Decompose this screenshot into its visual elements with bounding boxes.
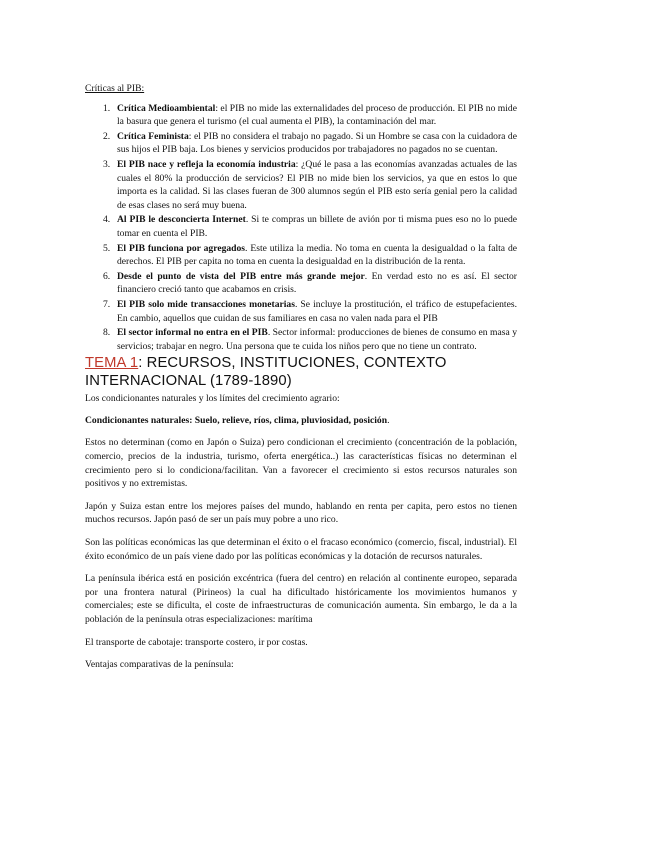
tema-subtitle: Los condicionantes naturales y los límites del crecimiento agrario: bbox=[85, 393, 340, 405]
criticas-heading: Críticas al PIB: bbox=[85, 83, 145, 94]
item-text: : el PIB no mide las externalidades del proceso de producción. El PIB no mide la basura que genera el turismo (el cual aumenta el PIB), la contaminación del mar. bbox=[117, 102, 517, 128]
criticas-list bbox=[85, 102, 517, 354]
paragraph: El transporte de cabotaje: transporte costero, ir por costas. bbox=[85, 636, 308, 648]
item-bold: Desde el punto de vista del PIB entre más grande mejor bbox=[117, 270, 365, 282]
list-item: 1. Crítica Medioambiental: el PIB no mide las externalidades del proceso de producción. El PIB no mide la basura que genera el turismo (el cual aumenta el PIB), la contaminación del mar. bbox=[103, 102, 517, 128]
list-item: 7. El PIB solo mide transacciones monetarias. Se incluye la prostitución, el tráfico de estupefacientes. En cambio, aquellos que cuidan de sus familiares en casa no valen nada para el PIB bbox=[103, 298, 517, 324]
item-text: . Sector informal: producciones de bienes de consumo en masa y servicios; trabajar en negro. Una persona que te cuida los niños pero que no tiene un contrato. bbox=[117, 327, 517, 352]
document-page bbox=[85, 82, 517, 681]
paragraph: Estos no determinan (como en Japón o Suiza) pero condicionan el crecimiento (concentración de la población, comercio, precios de la industria, turismo, oferta energética..) las características físicas no determinan el crecimiento pero si lo condiciona/facilitan. Van a favorecer el crecimiento si estos recursos naturales son positivos y no extremistas. bbox=[85, 437, 517, 490]
item-bold: El PIB funciona por agregados bbox=[117, 242, 246, 254]
list-item: 3. El PIB nace y refleja la economía industria: ¿Qué le pasa a las economías avanzadas actuales de las cuales el 80% la producción de servicios? El PIB no mide bien los servicios, ya que en estos lo que importa es la calidad. Si las clases fueran de 300 alumnos según el PIB esto sería genial pero la calidad de esas clases no será muy buena. bbox=[103, 158, 517, 211]
item-bold: El sector informal no entra en el PIB bbox=[117, 327, 268, 339]
item-text: . Este utiliza la media. No toma en cuenta la desigualdad o la falta de derechos. El PIB per capita no toma en cuenta la desigualdad en la distribución de la renta. bbox=[117, 242, 518, 268]
item-text: . Se incluye la prostitución, el tráfico de estupefacientes. En cambio, aquellos que cuidan de sus familiares en casa no valen nada para el PIB bbox=[117, 298, 517, 324]
item-bold: El PIB solo mide transacciones monetarias bbox=[117, 298, 295, 310]
tema-link[interactable]: TEMA 1 bbox=[85, 355, 139, 372]
item-bold: El PIB nace y refleja la economía industria bbox=[117, 158, 296, 170]
list-item: 8. El sector informal no entra en el PIB. Sector informal: producciones de bienes de consumo en masa y servicios; trabajar en negro. Una persona que te cuida los niños pero que no tiene un contrato. bbox=[103, 327, 517, 352]
condicionantes-label: Condicionantes naturales bbox=[85, 414, 190, 426]
condicionantes-line: Condicionantes naturales: Suelo, relieve, ríos, clima, pluviosidad, posición. bbox=[85, 414, 390, 426]
paragraph: La península ibérica está en posición excéntrica (fuera del centro) en relación al continente europeo, separada por una frontera natural (Pirineos) la cual ha dificultado históricamente los movimientos humanos y comerciales; este se dificulta, el coste de infraestructuras de comunicación aumenta. Sin embargo, le da a la población de la península otras especializaciones: marítima bbox=[85, 573, 517, 625]
paragraph: Japón y Suiza estan entre los mejores países del mundo, hablando en renta per capita, pero estos no tienen muchos recursos. Japón pasó de ser un país muy pobre a uno rico. bbox=[85, 500, 517, 526]
item-text: : el PIB no considera el trabajo no pagado. Si un Hombre se casa con la cuidadora de sus hijos el PIB baja. Los bienes y servicios producidos por trabajadores no pagados no se cuentan. bbox=[117, 130, 517, 156]
tema-title bbox=[85, 354, 517, 390]
list-item: 6. Desde el punto de vista del PIB entre más grande mejor. En verdad esto no es así. El sector financiero creció tanto que acabamos en crisis. bbox=[103, 270, 517, 296]
item-text: : ¿Qué le pasa a las economías avanzadas actuales de las cuales el 80% la producción de servicios? El PIB no mide bien los servicios, ya que en estos lo que importa es la calidad. Si las clases fueran de 300 alumnos según el PIB esto sería genial pero la calidad de esas clases no será muy buena. bbox=[117, 158, 517, 211]
list-item: 2. Crítica Feminista: el PIB no considera el trabajo no pagado. Si un Hombre se casa con la cuidadora de sus hijos el PIB baja. Los bienes y servicios producidos por trabajadores no pagados no se cuentan. bbox=[103, 130, 517, 156]
list-item: 4. Al PIB le desconcierta Internet. Si te compras un billete de avión por ti misma pues eso no lo puede tomar en cuenta el PIB. bbox=[103, 214, 518, 239]
item-bold: Al PIB le desconcierta Internet bbox=[117, 214, 246, 226]
paragraph: Ventajas comparativas de la península: bbox=[85, 659, 234, 671]
tema-title-rest: : RECURSOS, INSTITUCIONES, CONTEXTO INTERNACIONAL (1789-1890) bbox=[85, 355, 447, 390]
list-item: 5. El PIB funciona por agregados. Este utiliza la media. No toma en cuenta la desigualdad o la falta de derechos. El PIB per capita no toma en cuenta la desigualdad en la distribución de la renta. bbox=[103, 242, 518, 268]
item-text: . En verdad esto no es así. El sector financiero creció tanto que acabamos en crisis. bbox=[117, 270, 517, 296]
item-text: . Si te compras un billete de avión por ti misma pues eso no lo puede tomar en cuenta el PIB. bbox=[117, 214, 518, 239]
item-bold: Crítica Feminista bbox=[117, 130, 189, 142]
paragraph: Son las políticas económicas las que determinan el éxito o el fracaso económico (comercio, fiscal, industrial). El éxito económico de un país viene dado por las políticas económicas y la dotación de recursos naturales. bbox=[85, 537, 517, 562]
item-bold: Crítica Medioambiental bbox=[117, 102, 216, 114]
condicionantes-items: : Suelo, relieve, ríos, clima, pluviosidad, posición bbox=[189, 414, 388, 426]
